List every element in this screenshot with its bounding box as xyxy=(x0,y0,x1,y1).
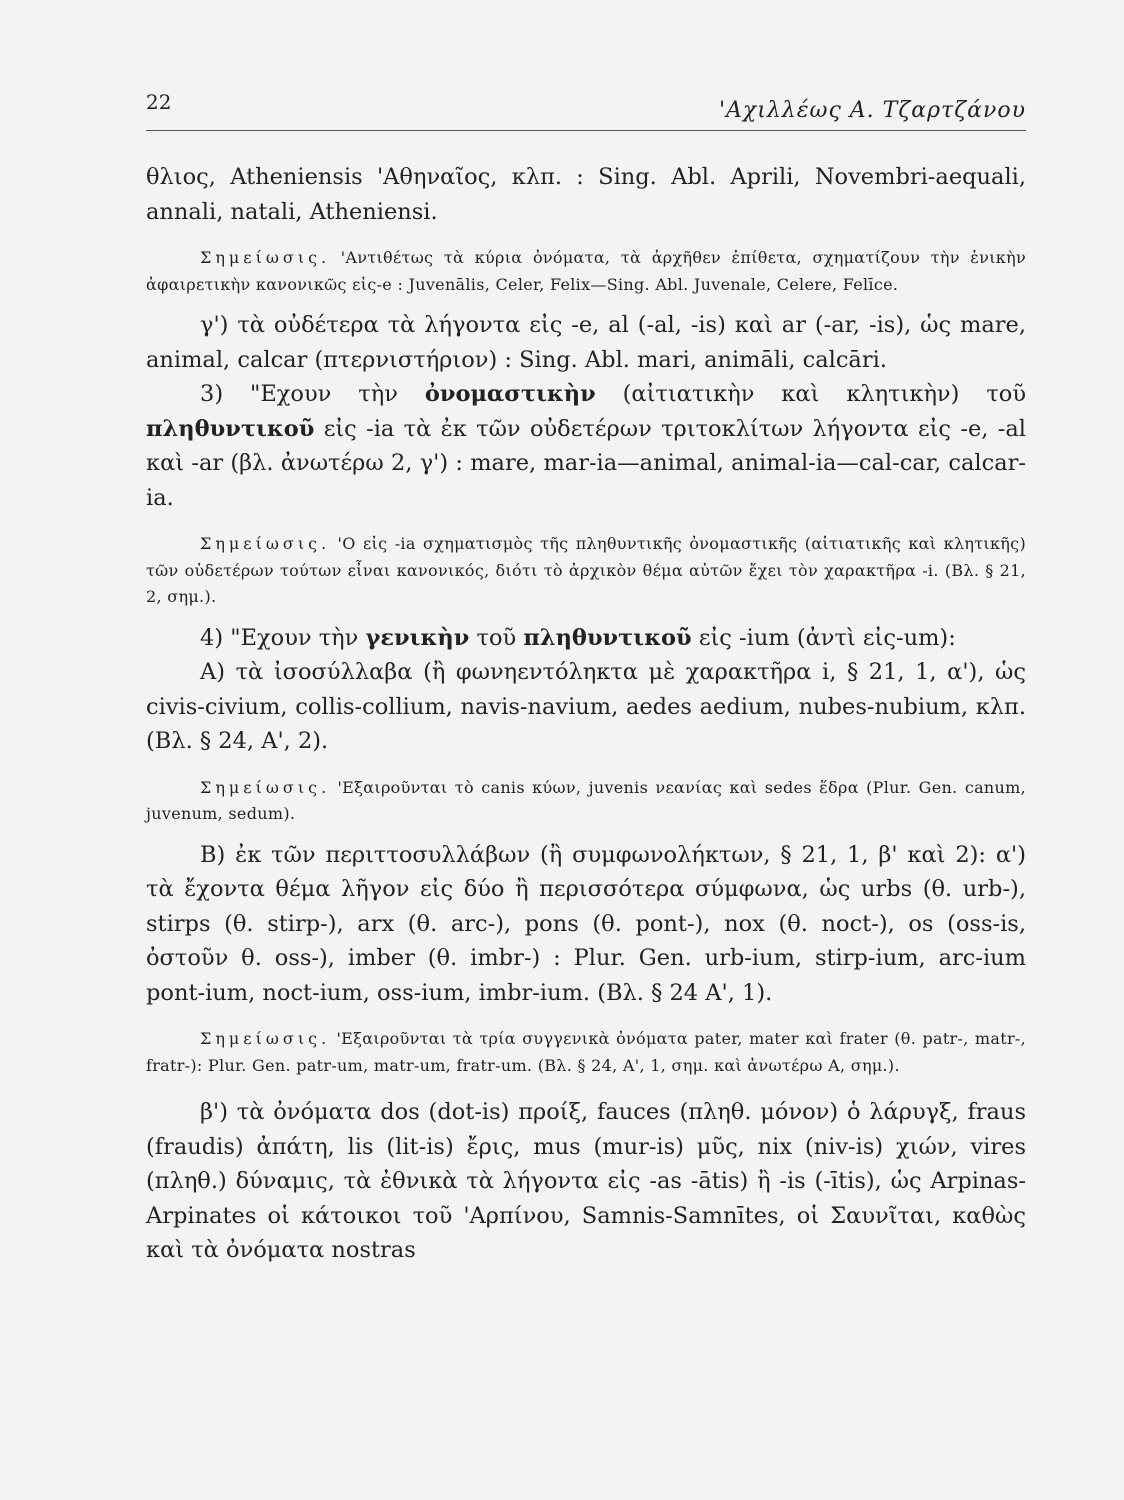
paragraph-3 xyxy=(146,377,1026,515)
text-run: 3) "Εχουν τὴν xyxy=(200,381,425,407)
bold-term: ὀνομαστικὴν xyxy=(424,381,596,407)
page-number: 22 xyxy=(146,90,172,114)
note-text: 'Ο εἰς -ia σχηματισμὸς τῆς πληθυντικῆς ὀνομαστικῆς (αἰτιατικῆς καὶ κλητικῆς) τῶν οὐδετέρων τούτων εἶναι κανονικός, διότι τὸ ἀρχικὸν θέμα αὐτῶν ἔχει τὸν χαρακτῆρα -i. (Βλ. § 21, 2, σημ.). xyxy=(146,534,1026,606)
paragraph-4 xyxy=(146,621,1026,656)
note-paragraph xyxy=(146,775,1026,828)
bold-term: πληθυντικοῦ xyxy=(146,415,315,442)
body-text xyxy=(146,160,1026,1268)
page-header xyxy=(146,90,1026,131)
note-text: 'Εξαιροῦνται τὰ τρία συγγενικὰ ὀνόματα pater, mater καὶ frater (θ. patr-, matr-, fratr-): Plur. Gen. patr-um, matr-um, fratr-um. (Βλ. § 24, Α', 1, σημ. καὶ ἀνωτέρω Α, σημ.). xyxy=(146,1029,1026,1075)
paragraph-A: Α) τὰ ἰσοσύλλαβα (ἢ φωνηεντόληκτα μὲ χαρακτῆρα i, § 21, 1, α'), ὡς civis-civium, collis-collium, navis-navium, aedes aedium, nubes-nubium, κλπ. (Βλ. § 24, Α', 2). xyxy=(146,659,1026,754)
note-paragraph xyxy=(146,1026,1026,1079)
note-label: Σημείωσις. xyxy=(200,1029,331,1048)
note-text: 'Αντιθέτως τὰ κύρια ὀνόματα, τὰ ἀρχῆθεν ἐπίθετα, σχηματίζουν τὴν ἑνικὴν ἀφαιρετικὴν κανονικῶς εἰς-e : Juvenālis, Celer, Felix—Sing. Abl. Juvenale, Celere, Felīce. xyxy=(146,248,1026,294)
text-run: 4) "Εχουν τὴν xyxy=(200,624,366,651)
note-label: Σημείωσις. xyxy=(200,248,331,267)
note-label: Σημείωσις. xyxy=(200,777,331,797)
note-paragraph xyxy=(146,245,1026,298)
paragraph-B: Β) ἐκ τῶν περιττοσυλλάβων (ἢ συμφωνολήκτων, § 21, 1, β' καὶ 2): α') τὰ ἔχοντα θέμα λῆγον εἰς δύο ἢ περισσότερα σύμφωνα, ὡς urbs (θ. urb-), stirps (θ. stirp-), arx (θ. arc-), pons (θ. pont-), nox (θ. noct-), os (oss-is, ὀστοῦν θ. oss-), imber (θ. imbr-) : Plur. Gen. urb-ium, stirp-ium, arc-ium pont-ium, noct-ium, oss-ium, imbr-ium. (Βλ. § 24 Α', 1). xyxy=(146,841,1026,1006)
text-run: (αἰτιατικὴν καὶ κλητικὴν) τοῦ xyxy=(595,381,1026,407)
text-run: εἰς -ia τὰ ἐκ τῶν οὐδετέρων τριτοκλίτων λήγοντα εἰς -e, -al καὶ -ar (βλ. ἀνωτέρω 2, γ') : mare, mar-ia—animal, animal-ia—cal-car, calcar-ia. xyxy=(146,415,1026,511)
paragraph-gamma: γ') τὰ οὐδέτερα τὰ λήγοντα εἰς -e, al (-al, -is) καὶ ar (-ar, -is), ὡς mare, animal, calcar (πτερνιστήριον) : Sing. Abl. mari, animāli, calcāri. xyxy=(146,312,1026,373)
bold-term: πληθυντικοῦ xyxy=(523,624,692,651)
note-label: Σημείωσις. xyxy=(200,534,331,553)
bold-term: γενικὴν xyxy=(365,624,470,651)
running-head: 'Αχιλλέως Α. Τζαρτζάνου xyxy=(718,98,1026,123)
text-run: τοῦ xyxy=(469,624,524,651)
text-run: εἰς -ium (ἀντὶ εἰς-um): xyxy=(691,624,956,651)
note-text: 'Εξαιροῦνται τὸ canis κύων, juvenis νεανίας καὶ sedes ἕδρα (Plur. Gen. canum, juvenum, sedum). xyxy=(146,777,1026,823)
note-paragraph xyxy=(146,531,1026,611)
paragraph-continuation: θλιος, Atheniensis 'Αθηναῖος, κλπ. : Sing. Abl. Aprili, Novembri-aequali, annali, natali, Atheniensi. xyxy=(146,164,1026,225)
paragraph-beta: β') τὰ ὀνόματα dos (dot-is) προίξ, fauces (πληθ. μόνον) ὁ λάρυγξ, fraus (fraudis) ἀπάτη, lis (lit-is) ἔρις, mus (mur-is) μῦς, nix (niv-is) χιών, vires (πληθ.) δύναμις, τὰ ἐθνικὰ τὰ λήγοντα εἰς -as -ātis) ἢ -is (-ītis), ὡς Arpinas-Arpinates οἱ κάτοικοι τοῦ 'Αρπίνου, Samnis-Samnītes, οἱ Σαυνῖται, καθὼς καὶ τὰ ὀνόματα nostras xyxy=(146,1099,1026,1263)
